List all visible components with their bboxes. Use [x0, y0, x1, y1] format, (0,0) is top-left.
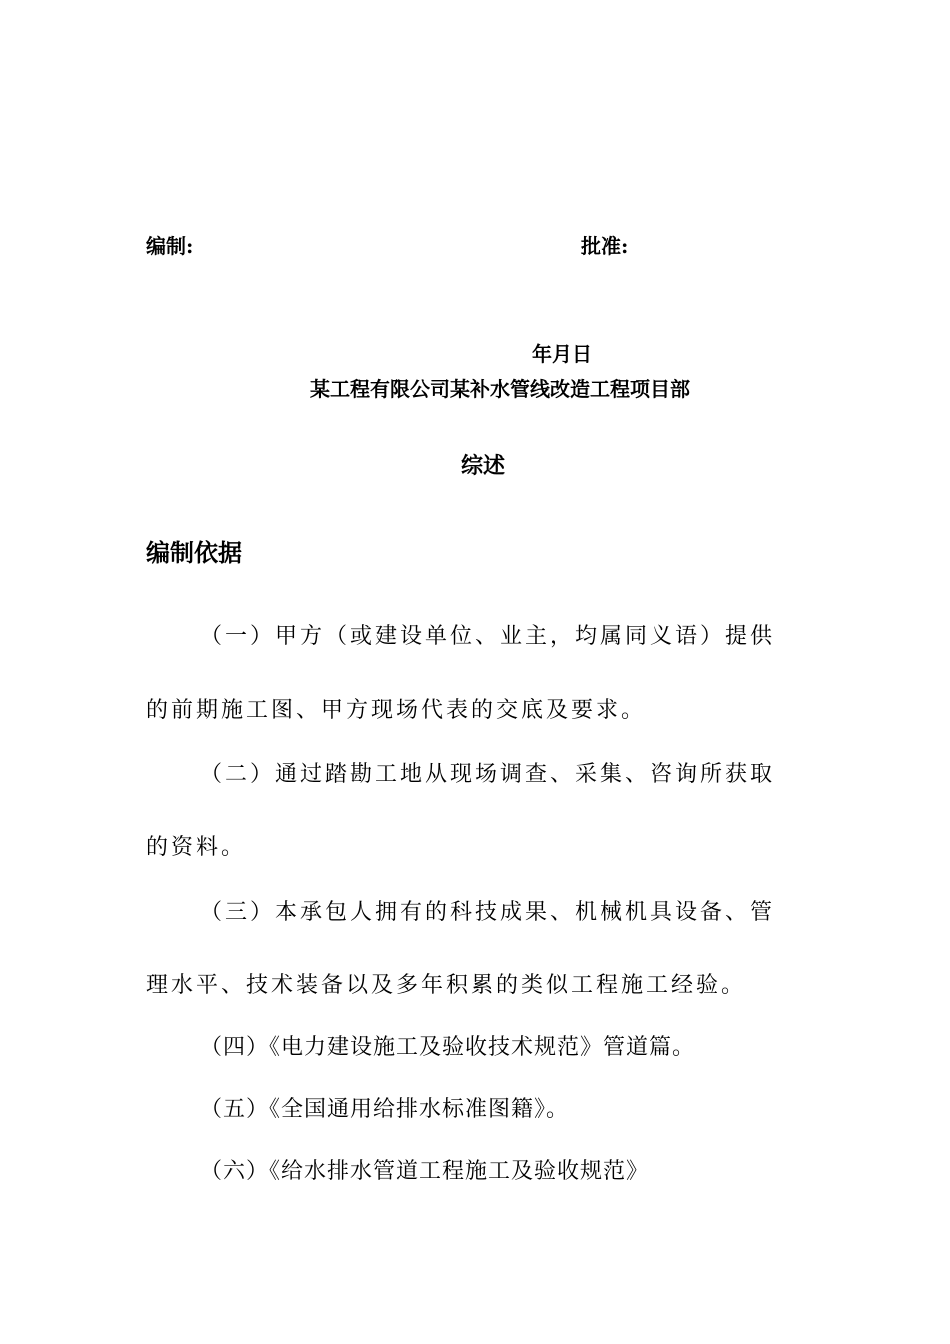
approver-label: 批准:	[581, 234, 629, 258]
subsection-title: 编制依据	[146, 538, 242, 567]
organization-name: 某工程有限公司某补水管线改造工程项目部	[310, 377, 690, 401]
basis-item-3-line-1: （三）本承包人拥有的科技成果、机械机具设备、管	[200, 900, 776, 925]
basis-item-2-line-2: 的资料。	[146, 835, 247, 860]
basis-item-2-line-1: （二）通过踏勘工地从现场调查、采集、咨询所获取	[200, 762, 776, 787]
basis-item-6: （六）《给水排水管道工程施工及验收规范》	[200, 1159, 650, 1184]
basis-item-5: （五）《全国通用给排水标准图籍》。	[200, 1097, 570, 1122]
section-title: 综述	[460, 453, 505, 479]
basis-item-1-line-2: 的前期施工图、甲方现场代表的交底及要求。	[146, 698, 647, 723]
basis-item-1-line-1: （一）甲方（或建设单位、业主，均属同义语）提供	[200, 624, 776, 649]
compiler-label: 编制:	[146, 234, 194, 258]
date-line: 年月日	[532, 342, 592, 366]
basis-item-3-line-2: 理水平、技术装备以及多年积累的类似工程施工经验。	[146, 973, 747, 998]
basis-item-4: （四）《电力建设施工及验收技术规范》管道篇。	[200, 1035, 696, 1060]
